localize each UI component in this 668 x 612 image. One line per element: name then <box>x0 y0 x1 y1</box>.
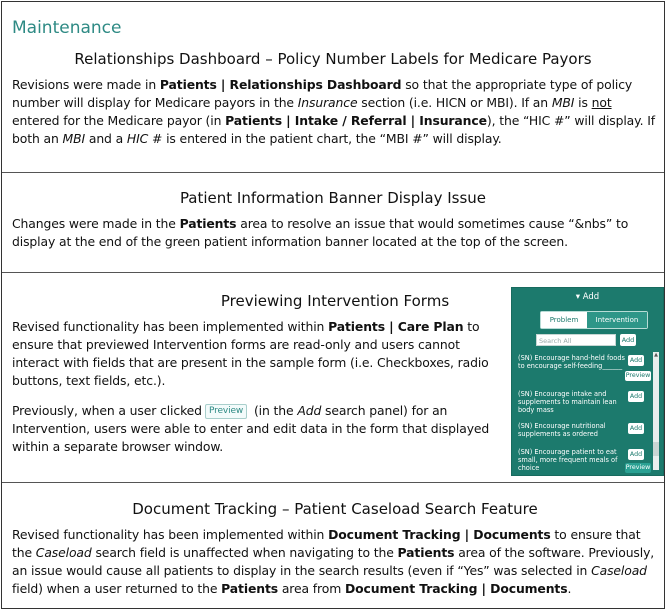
article-body-relationships: Revisions were made in Patients | Relationships Dashboard so that the appropriate type of policy number will display for Medicare payors in the Insurance section (i.e. HICN or MBI). If an MBI is not entered for the Medicare payor (in Patients | Intake / Referral | Insurance), the “HIC #” will display. If both an MBI and a HIC # is entered in the patient chart, the “MBI #” will display. <box>12 77 656 146</box>
add-panel-tabs <box>540 311 648 329</box>
item-add-button[interactable]: Add <box>629 451 643 458</box>
article-heading-intervention: Previewing Intervention Forms <box>220 292 450 310</box>
section-title: Maintenance <box>12 18 122 38</box>
search-add-button[interactable]: Add <box>621 336 635 344</box>
item-add-button[interactable]: Add <box>629 357 643 364</box>
add-panel-title[interactable]: ▾ Add <box>575 292 600 302</box>
tab-problem[interactable]: Problem <box>541 312 587 328</box>
list-item: (SN) Encourage nutritional supplements as ordered <box>518 422 606 438</box>
divider <box>2 272 664 273</box>
item-preview-button[interactable]: Preview <box>625 464 651 471</box>
scrollbar[interactable] <box>653 352 659 470</box>
item-add-button[interactable]: Add <box>629 393 643 400</box>
divider <box>2 172 664 173</box>
tab-intervention[interactable]: Intervention <box>587 312 647 328</box>
item-preview-button[interactable]: Preview <box>625 372 651 379</box>
article-body-intervention-p2: Previously, when a user clicked Preview (in the Add search panel) for an Intervention, users were able to enter and edit data in the form that displayed within a separate browser window. <box>12 403 490 454</box>
item-add-button[interactable]: Add <box>629 425 643 432</box>
article-body-document-tracking: Revised functionality has been implemented within Document Tracking | Documents to ensure that the Caseload search field is unaffected when navigating to the Patients area of the software. Previously, an issue would cause all patients to display in the search results (even if “Yes” was selected in Caseload field) when a user returned to the Patients area from Document Tracking | Documents. <box>12 527 655 596</box>
article-body-banner: Changes were made in the Patients area to resolve an issue that would sometimes cause “&nbs” to display at the end of the green patient information banner located at the top of the screen. <box>12 216 629 249</box>
list-item: (SN) Encourage intake and supplements to maintain lean body mass <box>518 390 617 414</box>
list-item: (SN) Encourage hand-held foods to encourage self-feeding______ <box>518 354 625 370</box>
document-page <box>1 1 665 609</box>
search-input[interactable]: Search All <box>536 334 616 346</box>
article-heading-document-tracking: Document Tracking – Patient Caseload Search Feature <box>132 500 538 518</box>
inline-preview-button[interactable]: Preview <box>205 404 247 419</box>
scrollbar-thumb[interactable] <box>653 442 659 456</box>
add-panel <box>511 287 664 476</box>
divider <box>2 482 664 483</box>
scroll-up-icon[interactable]: ▲ <box>654 352 658 358</box>
article-heading-relationships: Relationships Dashboard – Policy Number Labels for Medicare Payors <box>74 50 592 68</box>
article-body-intervention-p1: Revised functionality has been implemented within Patients | Care Plan to ensure that previewed Intervention forms are read-only and users cannot interact with fields that are present in the sample form (i.e. Checkboxes, radio buttons, text fields, etc.). <box>12 319 489 388</box>
list-item: (SN) Encourage patient to eat small, more frequent meals of choice <box>518 448 618 472</box>
article-heading-banner: Patient Information Banner Display Issue <box>179 189 487 207</box>
